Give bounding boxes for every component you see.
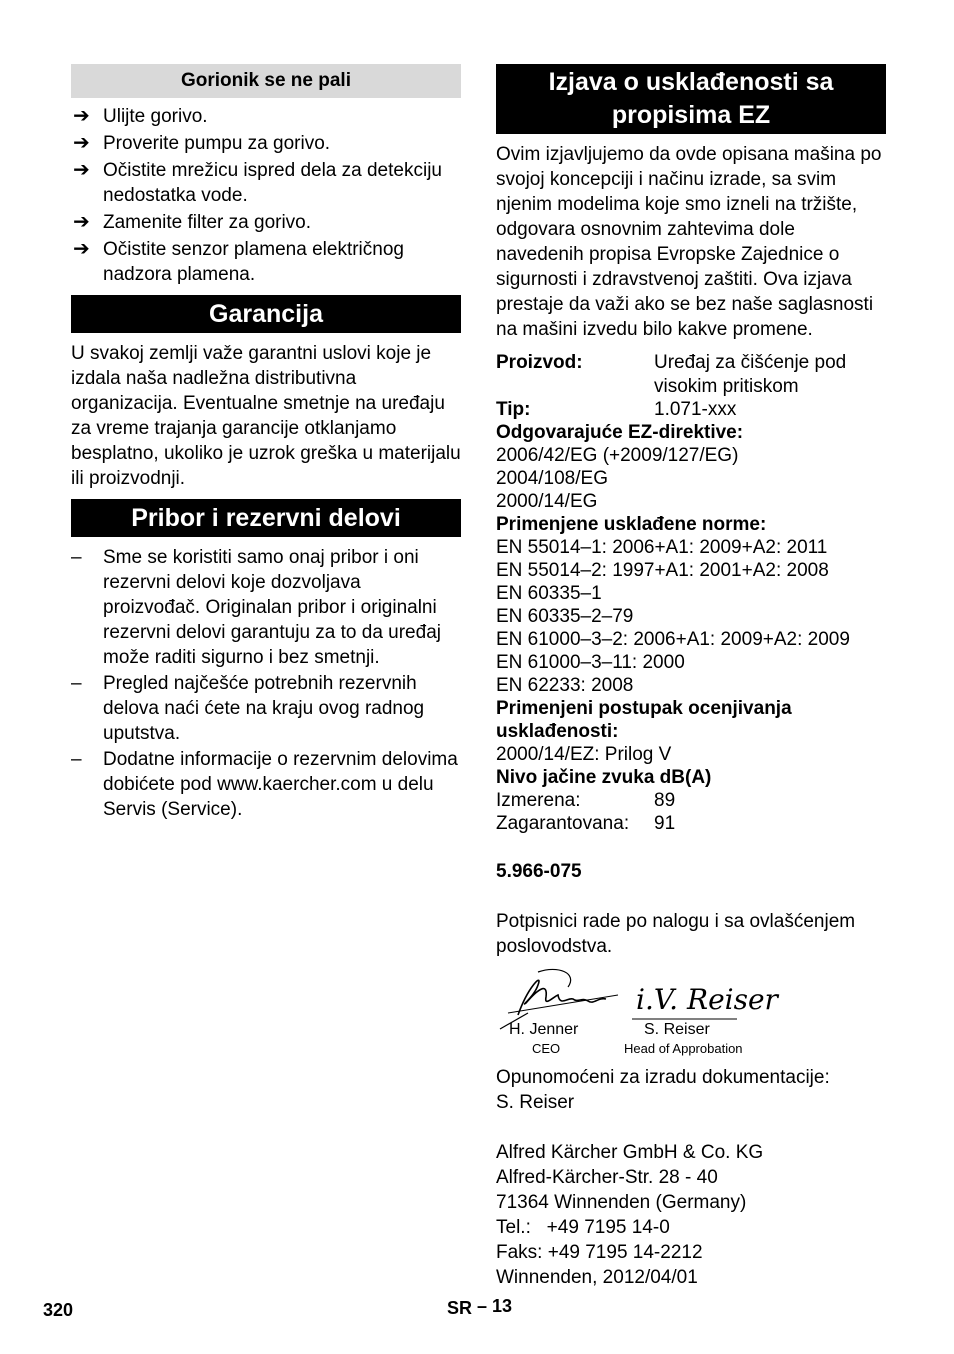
dash-bullet: – (71, 673, 82, 694)
list-item: ➔ Zamenite filter za gorivo. (73, 211, 312, 233)
address-line: 71364 Winnenden (Germany) (496, 1192, 747, 1213)
sound-level-label: Nivo jačine zvuka dB(A) (496, 767, 712, 788)
handwritten-signature-icon (632, 973, 778, 1028)
norm: EN 60335–2–79 (496, 606, 634, 627)
signer1-name: H. Jenner (509, 1021, 579, 1038)
declaration-intro: Ovim izjavljujemo da ovde opisana mašina po svojoj koncepciji i načinu izrade, sa svim njenim modelima koje smo izneli na tržište, odgovara osnovnim zahtevima dole navedenih propisa Evropske Zajednice o sigurnosti i zdravstvenoj zaštiti. Ova izjava prestaje da važi ako se bez naše saglasnosti na mašini izvedu bilo kakve promene. (496, 144, 882, 340)
guaranteed-row: Zagarantovana: 91 (496, 813, 676, 834)
product-info (496, 351, 886, 835)
procedure-value: 2000/14/EZ: Prilog V (496, 744, 672, 765)
type-row: Tip: 1.071-xxx (496, 399, 737, 420)
signer2-role: Head of Approbation (624, 1041, 743, 1056)
norms-label: Primenjene usklađene norme: (496, 514, 767, 535)
address-line: Faks: +49 7195 14-2212 (496, 1242, 703, 1263)
measured-row: Izmerena: 89 (496, 790, 676, 811)
procedure-label: Primenjeni postupak ocenjivanja (496, 698, 792, 719)
right-column (496, 64, 886, 1290)
authorized-label: Opunomoćeni za izradu dokumentacije: (496, 1067, 830, 1088)
norm: EN 55014–1: 2006+A1: 2009+A2: 2011 (496, 537, 828, 558)
list-item: – Sme se koristiti samo onaj pribor i oni rezervni delovi koje dozvoljava proizvođač. Originalan pribor i originalni rezervni delovi garantuju za to da uređaj može raditi sigurno i bez smetnji. (71, 547, 441, 668)
signer2-name: S. Reiser (644, 1021, 710, 1038)
document-number: 5.966-075 (496, 861, 582, 882)
section-heading-accessories: Pribor i rezervni delovi (71, 499, 461, 537)
address-line: Alfred-Kärcher-Str. 28 - 40 (496, 1167, 718, 1188)
product-row: Proizvod: Uređaj za čišćenje pod visokim pritiskom (496, 352, 847, 397)
list-item: ➔ Očistite senzor plamena električnog nadzora plamena. (73, 238, 404, 285)
signers-note: Potpisnici rade po nalogu i sa ovlašćenjem poslovodstva. (496, 911, 856, 957)
directive: 2000/14/EG (496, 491, 598, 512)
directive: 2004/108/EG (496, 468, 608, 489)
section-heading-warranty: Garancija (71, 295, 461, 333)
left-column (71, 64, 461, 823)
troubleshooting-list (71, 104, 461, 287)
section-page-label: SR – 13 (447, 1296, 513, 1318)
procedure-label-cont: usklađenosti: (496, 721, 619, 742)
page-number: 320 (43, 1300, 74, 1320)
company-address (496, 1140, 886, 1290)
dash-bullet: – (71, 749, 82, 770)
arrow-right-icon: ➔ (73, 105, 90, 127)
arrow-right-icon: ➔ (73, 211, 90, 233)
directive: 2006/42/EG (+2009/127/EG) (496, 445, 739, 466)
list-item: ➔ Proverite pumpu za gorivo. (73, 132, 331, 154)
authorized-name: S. Reiser (496, 1092, 575, 1113)
list-item: – Dodatne informacije o rezervnim delovima dobićete pod www.kaercher.com u delu Servis (Service). (71, 749, 458, 820)
address-line: Alfred Kärcher GmbH & Co. KG (496, 1142, 764, 1163)
list-item: – Pregled najčešće potrebnih rezervnih delova naći ćete na kraju ovog radnog uputstva. (71, 673, 425, 744)
signer1-role: CEO (532, 1041, 561, 1056)
accessories-list (71, 545, 461, 822)
svg-text:i.V. Reiser: i.V. Reiser (636, 983, 778, 1016)
dash-bullet: – (71, 547, 82, 568)
arrow-right-icon: ➔ (73, 159, 90, 181)
arrow-right-icon: ➔ (73, 238, 90, 260)
norm: EN 62233: 2008 (496, 675, 634, 696)
norm: EN 61000–3–2: 2006+A1: 2009+A2: 2009 (496, 629, 850, 650)
warranty-text: U svakoj zemlji važe garantni uslovi koje je izdala naša nadležna distributivna organizacija. Eventualne smetnje na uređaju za vreme trajanja garancije otklanjamo besplatno, ukoliko je uzrok greška u materijalu ili proizvodnji. (71, 343, 461, 489)
list-item: ➔ Ulijte gorivo. (73, 105, 208, 127)
signatures (496, 967, 886, 1065)
norm: EN 61000–3–11: 2000 (496, 652, 685, 673)
address-line: Winnenden, 2012/04/01 (496, 1267, 698, 1288)
norm: EN 55014–2: 1997+A1: 2001+A2: 2008 (496, 560, 829, 581)
arrow-right-icon: ➔ (73, 132, 90, 154)
directives-label: Odgovarajuće EZ-direktive: (496, 422, 744, 443)
norm: EN 60335–1 (496, 583, 602, 604)
section-heading-no-ignition: Gorionik se ne pali (71, 64, 461, 98)
section-heading-declaration: Izjava o usklađenosti sa propisima EZ (496, 64, 886, 134)
address-line: Tel.: +49 7195 14-0 (496, 1217, 670, 1238)
list-item: ➔ Očistite mrežicu ispred dela za detekciju nedostatka vode. (73, 159, 442, 206)
